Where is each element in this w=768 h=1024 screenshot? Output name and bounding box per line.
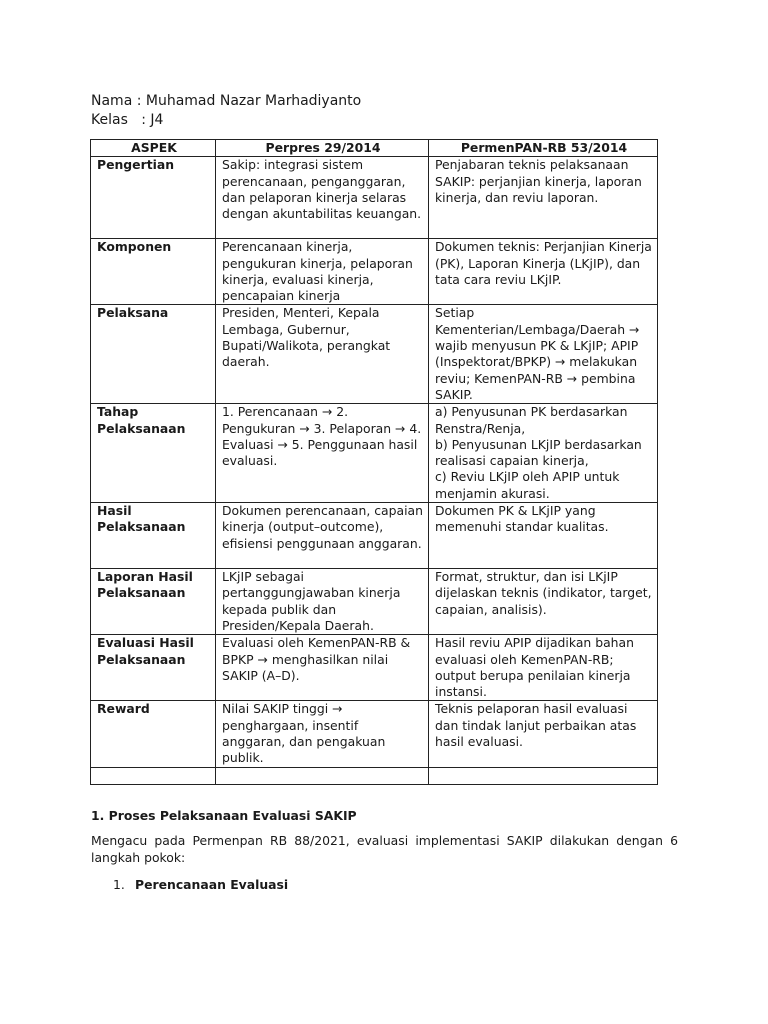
cell-perpres: Sakip: integrasi sistem perencanaan, penganggaran, dan pelaporan kinerja selaras dengan akuntabilitas keuangan. [216,157,429,239]
table-row [91,404,658,503]
cell-permen: Teknis pelaporan hasil evaluasi dan tindak lanjut perbaikan atas hasil evaluasi. [429,701,658,767]
table-row [91,569,658,635]
table-header-row [91,140,658,157]
header-permen: PermenPAN-RB 53/2014 [429,140,658,157]
section-title: 1. Proses Pelaksanaan Evaluasi SAKIP [91,808,357,823]
cell-empty [216,767,429,784]
cell-aspek: Hasil Pelaksanaan [91,503,216,569]
cell-aspek: Pelaksana [91,305,216,404]
cell-aspek: Laporan Hasil Pelaksanaan [91,569,216,635]
student-name: Nama : Muhamad Nazar Marhadiyanto [91,93,362,109]
comparison-table [90,139,658,785]
cell-permen: Dokumen PK & LKjIP yang memenuhi standar kualitas. [429,503,658,569]
header-aspek: ASPEK [91,140,216,157]
cell-aspek: Reward [91,701,216,767]
cell-aspek: Tahap Pelaksanaan [91,404,216,503]
table-row [91,305,658,404]
table-row [91,635,658,701]
table-row [91,701,658,767]
section-paragraph: Mengacu pada Permenpan RB 88/2021, evaluasi implementasi SAKIP dilakukan dengan 6 langkah pokok: [91,833,678,865]
list-item-number: 1. [113,877,125,892]
document-header [91,92,361,130]
table-row [91,157,658,239]
cell-aspek: Pengertian [91,157,216,239]
student-class: Kelas : J4 [91,112,164,128]
cell-perpres: 1. Perencanaan → 2. Pengukuran → 3. Pelaporan → 4. Evaluasi → 5. Penggunaan hasil evaluasi. [216,404,429,503]
cell-permen: a) Penyusunan PK berdasarkan Renstra/Renja, b) Penyusunan LKjIP berdasarkan realisasi capaian kinerja, c) Reviu LKjIP oleh APIP untuk menjamin akurasi. [429,404,658,503]
list-item [113,877,288,892]
cell-empty [91,767,216,784]
cell-perpres: LKjIP sebagai pertanggungjawaban kinerja kepada publik dan Presiden/Kepala Daerah. [216,569,429,635]
table-row [91,239,658,305]
cell-permen: Dokumen teknis: Perjanjian Kinerja (PK), Laporan Kinerja (LKjIP), dan tata cara reviu LKjIP. [429,239,658,305]
cell-permen: Setiap Kementerian/Lembaga/Daerah → wajib menyusun PK & LKjIP; APIP (Inspektorat/BPKP) → melakukan reviu; KemenPAN-RB → pembina SAKIP. [429,305,658,404]
cell-perpres: Evaluasi oleh KemenPAN-RB & BPKP → menghasilkan nilai SAKIP (A–D). [216,635,429,701]
cell-permen: Hasil reviu APIP dijadikan bahan evaluasi oleh KemenPAN-RB; output berupa penilaian kinerja instansi. [429,635,658,701]
header-perpres: Perpres 29/2014 [216,140,429,157]
cell-empty [429,767,658,784]
cell-perpres: Presiden, Menteri, Kepala Lembaga, Gubernur, Bupati/Walikota, perangkat daerah. [216,305,429,404]
cell-perpres: Perencanaan kinerja, pengukuran kinerja, pelaporan kinerja, evaluasi kinerja, pencapaian kinerja [216,239,429,305]
cell-aspek: Evaluasi Hasil Pelaksanaan [91,635,216,701]
table-row [91,503,658,569]
cell-perpres: Dokumen perencanaan, capaian kinerja (output–outcome), efisiensi penggunaan anggaran. [216,503,429,569]
cell-permen: Format, struktur, dan isi LKjIP dijelaskan teknis (indikator, target, capaian, analisis). [429,569,658,635]
list-item-label: Perencanaan Evaluasi [135,877,289,892]
cell-permen: Penjabaran teknis pelaksanaan SAKIP: perjanjian kinerja, laporan kinerja, dan reviu laporan. [429,157,658,239]
cell-perpres: Nilai SAKIP tinggi → penghargaan, insentif anggaran, dan pengakuan publik. [216,701,429,767]
table-row-empty [91,767,658,784]
cell-aspek: Komponen [91,239,216,305]
